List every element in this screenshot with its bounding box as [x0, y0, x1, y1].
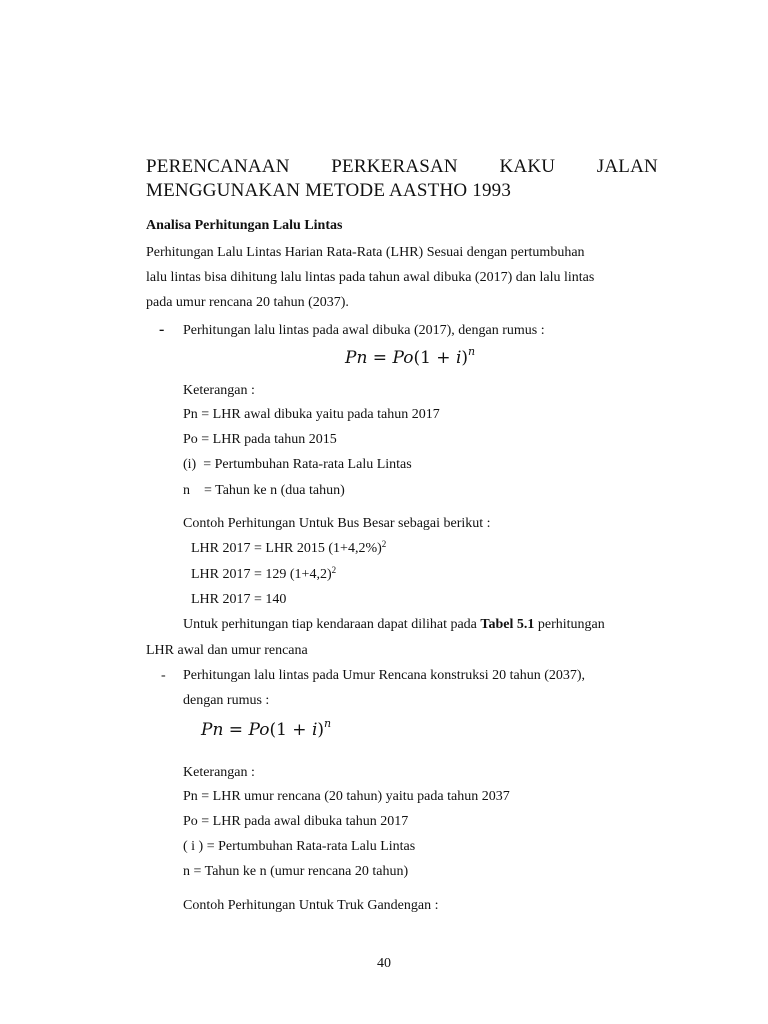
bullet-dash: - [161, 668, 166, 683]
formula-term: i [455, 348, 462, 368]
formula-term: Po [392, 348, 414, 368]
example-line [191, 540, 386, 558]
part1-heading: Perhitungan lalu lintas pada awal dibuka (2017), dengan rumus : [183, 323, 545, 338]
part2-heading: Perhitungan lalu lintas pada Umur Rencana konstruksi 20 tahun (2037), [183, 668, 586, 683]
section-heading: Analisa Perhitungan Lalu Lintas [146, 218, 343, 233]
example-exponent: 2 [381, 539, 387, 549]
example-text: LHR 2017 = LHR 2015 (1+4,2%) [191, 541, 382, 556]
formula-term: Po [248, 720, 270, 740]
title-word: PERKERASAN [331, 156, 458, 177]
formula-term: = [228, 720, 244, 740]
keterangan-item: n = Tahun ke n (umur rencana 20 tahun) [183, 864, 409, 879]
keterangan-label: Keterangan : [183, 383, 255, 398]
table-note-line-2: LHR awal dan umur rencana [146, 643, 308, 658]
formula-exponent: n [324, 717, 332, 730]
formula-term: (1 + [269, 720, 312, 740]
keterangan-item: (i) = Pertumbuhan Rata-rata Lalu Lintas [183, 457, 412, 472]
keterangan-item: Pn = LHR awal dibuka yaitu pada tahun 2017 [183, 407, 440, 422]
intro-line: lalu lintas bisa dihitung lalu lintas pada tahun awal dibuka (2017) dan lalu lintas [146, 270, 595, 285]
keterangan-item: Po = LHR pada awal dibuka tahun 2017 [183, 814, 409, 829]
keterangan-label: Keterangan : [183, 765, 255, 780]
title-line-1 [146, 155, 658, 179]
table-note [183, 616, 605, 634]
page-number: 40 [377, 956, 391, 971]
example-line [191, 566, 336, 584]
bullet-dash: - [159, 321, 165, 338]
keterangan-item: Po = LHR pada tahun 2015 [183, 432, 337, 447]
formula-growth-1 [345, 347, 475, 369]
part2-heading-line-2: dengan rumus : [183, 693, 270, 708]
formula-term: = [372, 348, 388, 368]
formula-term: (1 + [413, 348, 456, 368]
table-reference: Tabel 5.1 [480, 617, 535, 632]
intro-line: pada umur rencana 20 tahun (2037). [146, 295, 349, 310]
keterangan-item: Pn = LHR umur rencana (20 tahun) yaitu pada tahun 2037 [183, 789, 510, 804]
example-exponent: 2 [331, 565, 337, 575]
example-line [191, 591, 286, 609]
formula-term: Pn [345, 348, 368, 368]
title-word: KAKU [499, 156, 556, 177]
note-text: perhitungan [534, 617, 605, 632]
formula-term: ) [317, 720, 325, 740]
example-text: LHR 2017 = 140 [191, 592, 287, 607]
formula-exponent: n [468, 345, 476, 358]
formula-term: i [311, 720, 318, 740]
keterangan-item: n = Tahun ke n (dua tahun) [183, 483, 345, 498]
formula-growth-2 [201, 719, 331, 741]
formula-term: Pn [201, 720, 224, 740]
title-word: JALAN [596, 156, 658, 177]
keterangan-item: ( i ) = Pertumbuhan Rata-rata Lalu Lintas [183, 839, 416, 854]
note-text: Untuk perhitungan tiap kendaraan dapat dilihat pada [183, 617, 481, 632]
intro-line: Perhitungan Lalu Lintas Harian Rata-Rata (LHR) Sesuai dengan pertumbuhan [146, 245, 585, 260]
formula-term: ) [461, 348, 469, 368]
example-label: Contoh Perhitungan Untuk Bus Besar sebagai berikut : [183, 516, 491, 531]
example-text: LHR 2017 = 129 (1+4,2) [191, 567, 332, 582]
title-word: PERENCANAAN [146, 156, 290, 177]
title-line-2: MENGGUNAKAN METODE AASTHO 1993 [146, 180, 512, 201]
example-label: Contoh Perhitungan Untuk Truk Gandengan : [183, 898, 439, 913]
